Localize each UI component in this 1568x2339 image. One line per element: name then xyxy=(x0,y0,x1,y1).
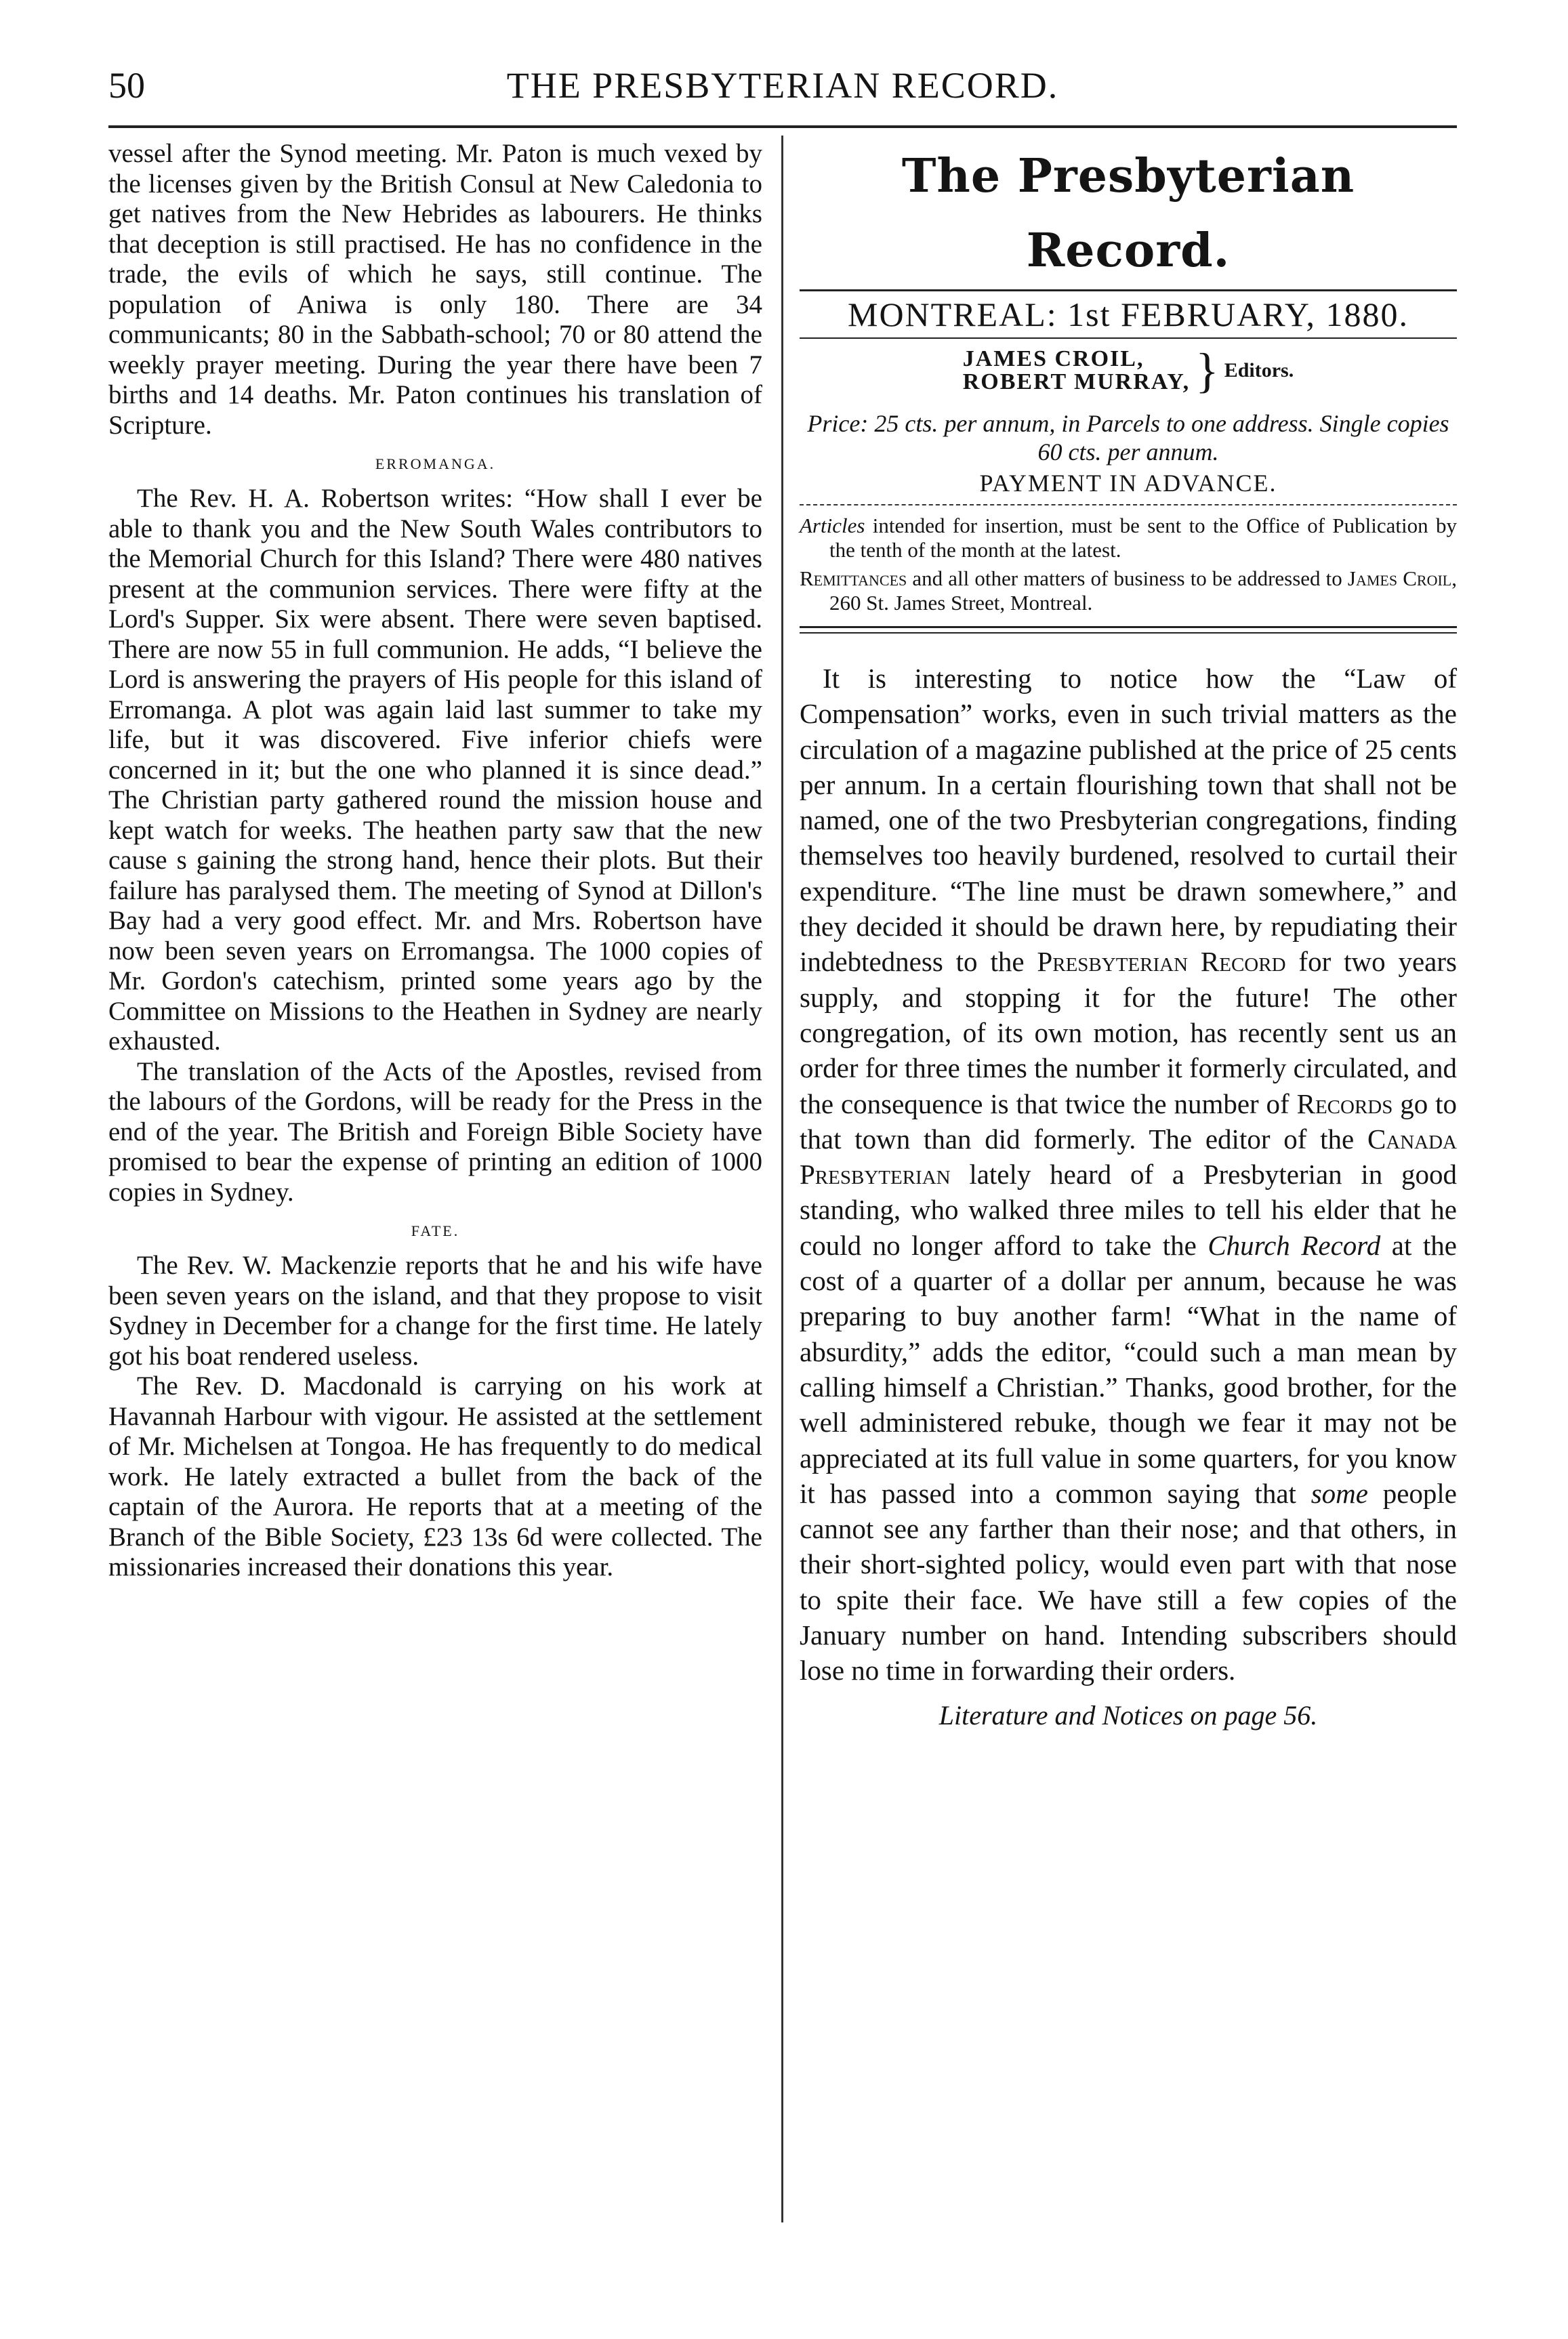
publication-name: Presbyterian Record xyxy=(1037,946,1286,978)
dateline-rule xyxy=(800,337,1457,339)
paragraph: The Rev. W. Mackenzie reports that he and his wife have been seven years on the island, and that they propose to visit Sydney in December for a change for the first time. He lately got his boat rendered useless. xyxy=(108,1251,762,1371)
masthead: The Presbyterian Record. xyxy=(901,149,1355,278)
editorial-paragraph xyxy=(800,661,1457,1689)
editorial-text: go to that town than did formerly. The editor of the xyxy=(800,1088,1457,1155)
publication-name: Church Record xyxy=(1208,1229,1381,1261)
editors-block xyxy=(800,344,1457,398)
paragraph: vessel after the Synod meeting. Mr. Paton is much vexed by the licenses given by the British Consul at New Caledonia to get natives from the New Hebrides as labourers. He thinks that deception is still practised. He has no confidence in the trade, the evils of which he says, still continue. The population of Aniwa is only 180. There are 34 communicants; 80 in the Sabbath-school; 70 or 80 attend the weekly prayer meeting. During the year there have been 7 births and 14 deaths. Mr. Paton continues his translation of Scripture. xyxy=(108,139,762,440)
notice-lead: Remittances xyxy=(800,566,907,590)
header-rule xyxy=(108,125,1457,128)
notice-lead: Articles xyxy=(800,514,865,537)
editorial-text: people cannot see any farther than their nose; and that others, in their short-sighted policy, would even part with that nose to spite their face. We have still a few copies of the January number on hand. Intending subscribers should lose no time in forwarding their orders. xyxy=(800,1477,1457,1686)
notice-text: intended for insertion, must be sent to the Office of Publication by the tenth of the month at the latest. xyxy=(829,514,1457,562)
double-rule xyxy=(800,626,1457,634)
dotted-rule xyxy=(800,504,1457,505)
editors-label: Editors. xyxy=(1224,359,1294,381)
paragraph: The Rev. H. A. Robertson writes: “How shall I ever be able to thank you and the New South Wales contributors to the Memorial Church for this Island? There were 480 natives present at the communion services. There were fifty at the Lord's Supper. Six were absent. There were seven baptised. There are now 55 in full communion. He adds, “I believe the Lord is answering the prayers of His people for this island of Erromanga. A plot was again laid last summer to take my life, but it was discovered. Five inferior chiefs were concerned in it; but the one who planned it is since dead.” The Christian party gathered round the mission house and kept watch for weeks. The heathen party saw that the new cause s gaining the strong hand, hence their plots. But their failure has paralysed them. The meeting of Synod at Dillon's Bay had a very good effect. Mr. and Mrs. Robertson have now been seven years on Erromangsa. The 1000 copies of Mr. Gordon's catechism, printed some years ago by the Committee on Missions to the Heathen in Sydney are nearly exhausted. xyxy=(108,484,762,1056)
running-title: THE PRESBYTERIAN RECORD. xyxy=(506,65,1059,106)
masthead-rule xyxy=(800,289,1457,291)
publication-name: Canada Presbyterian xyxy=(800,1123,1457,1191)
publication-name: Records xyxy=(1296,1088,1393,1119)
editor-name: JAMES CROIL, xyxy=(962,346,1144,371)
right-column xyxy=(800,139,1457,1733)
section-heading-fate: FATE. xyxy=(411,1222,460,1239)
editorial-text: It is interesting to notice how the “Law of Compensation” works, even in such trivial matters as the circulation of a magazine published at the price of 25 cents per annum. In a certain flourishing town that shall not be named, one of the two Presbyterian congregations, finding themselves too heavily burdened, resolved to curtail their expenditure. “The line must be drawn somewhere,” and they decided it should be drawn here, by repudiating their indebtedness to the xyxy=(800,663,1457,978)
notice-text: , 260 St. James Street, Montreal. xyxy=(829,566,1457,615)
editorial-text: at the cost of a quarter of a dollar per annum, because he was preparing to buy another farm! “What in the name of absurdity,” adds the editor, “could such a man mean by calling himself a Christian.” Thanks, good brother, for the well administered rebuke, though we fear it may not be appreciated at its full value in some quarters, for you know it has passed into a common saying that xyxy=(800,1229,1457,1509)
column-divider xyxy=(781,136,783,2222)
editor-names xyxy=(963,348,1190,394)
page-number: 50 xyxy=(108,65,145,106)
editor-name: ROBERT MURRAY, xyxy=(962,369,1191,394)
editorial-text: lately heard of a Presbyterian in good standing, who walked three miles to tell his elder that he could no longer afford to take the xyxy=(800,1159,1457,1261)
notice-articles xyxy=(800,514,1457,562)
emphasis: some xyxy=(1311,1477,1368,1509)
left-column xyxy=(108,139,762,1583)
notice-text: and all other matters of business to be addressed to xyxy=(907,566,1348,590)
paragraph: The translation of the Acts of the Apostles, revised from the labours of the Gordons, will be ready for the Press in the end of the year. The British and Foreign Bible Society have promised to bear the expense of printing an edition of 1000 copies in Sydney. xyxy=(108,1056,762,1207)
page-header xyxy=(108,64,1457,119)
paragraph: The Rev. D. Macdonald is carrying on his work at Havannah Harbour with vigour. He assisted at the settlement of Mr. Michelsen at Tongoa. He has frequently to do medical work. He lately extracted a bullet from the back of the captain of the Aurora. He reports that at a meeting of the Branch of the Bible Society, £23 13s 6d were collected. The missionaries increased their donations this year. xyxy=(108,1371,762,1581)
price-line: Price: 25 cts. per annum, in Parcels to one address. Single copies 60 cts. per annum. xyxy=(807,410,1449,465)
footer-note: Literature and Notices on page 56. xyxy=(938,1699,1318,1731)
section-heading-erromanga: ERROMANGA. xyxy=(375,455,496,472)
editorial-text: for two years supply, and stopping it for the future! The other congregation, of its own motion, has recently sent us an order for three times the number it formerly circulated, and the consequence is that twice the number of xyxy=(800,946,1457,1119)
notice-name: James Croil xyxy=(1347,566,1452,590)
payment-line: PAYMENT IN ADVANCE. xyxy=(979,470,1277,497)
notice-remittances xyxy=(800,566,1457,615)
dateline: MONTREAL: 1st FEBRUARY, 1880. xyxy=(847,295,1409,333)
brace-glyph: } xyxy=(1195,344,1219,398)
